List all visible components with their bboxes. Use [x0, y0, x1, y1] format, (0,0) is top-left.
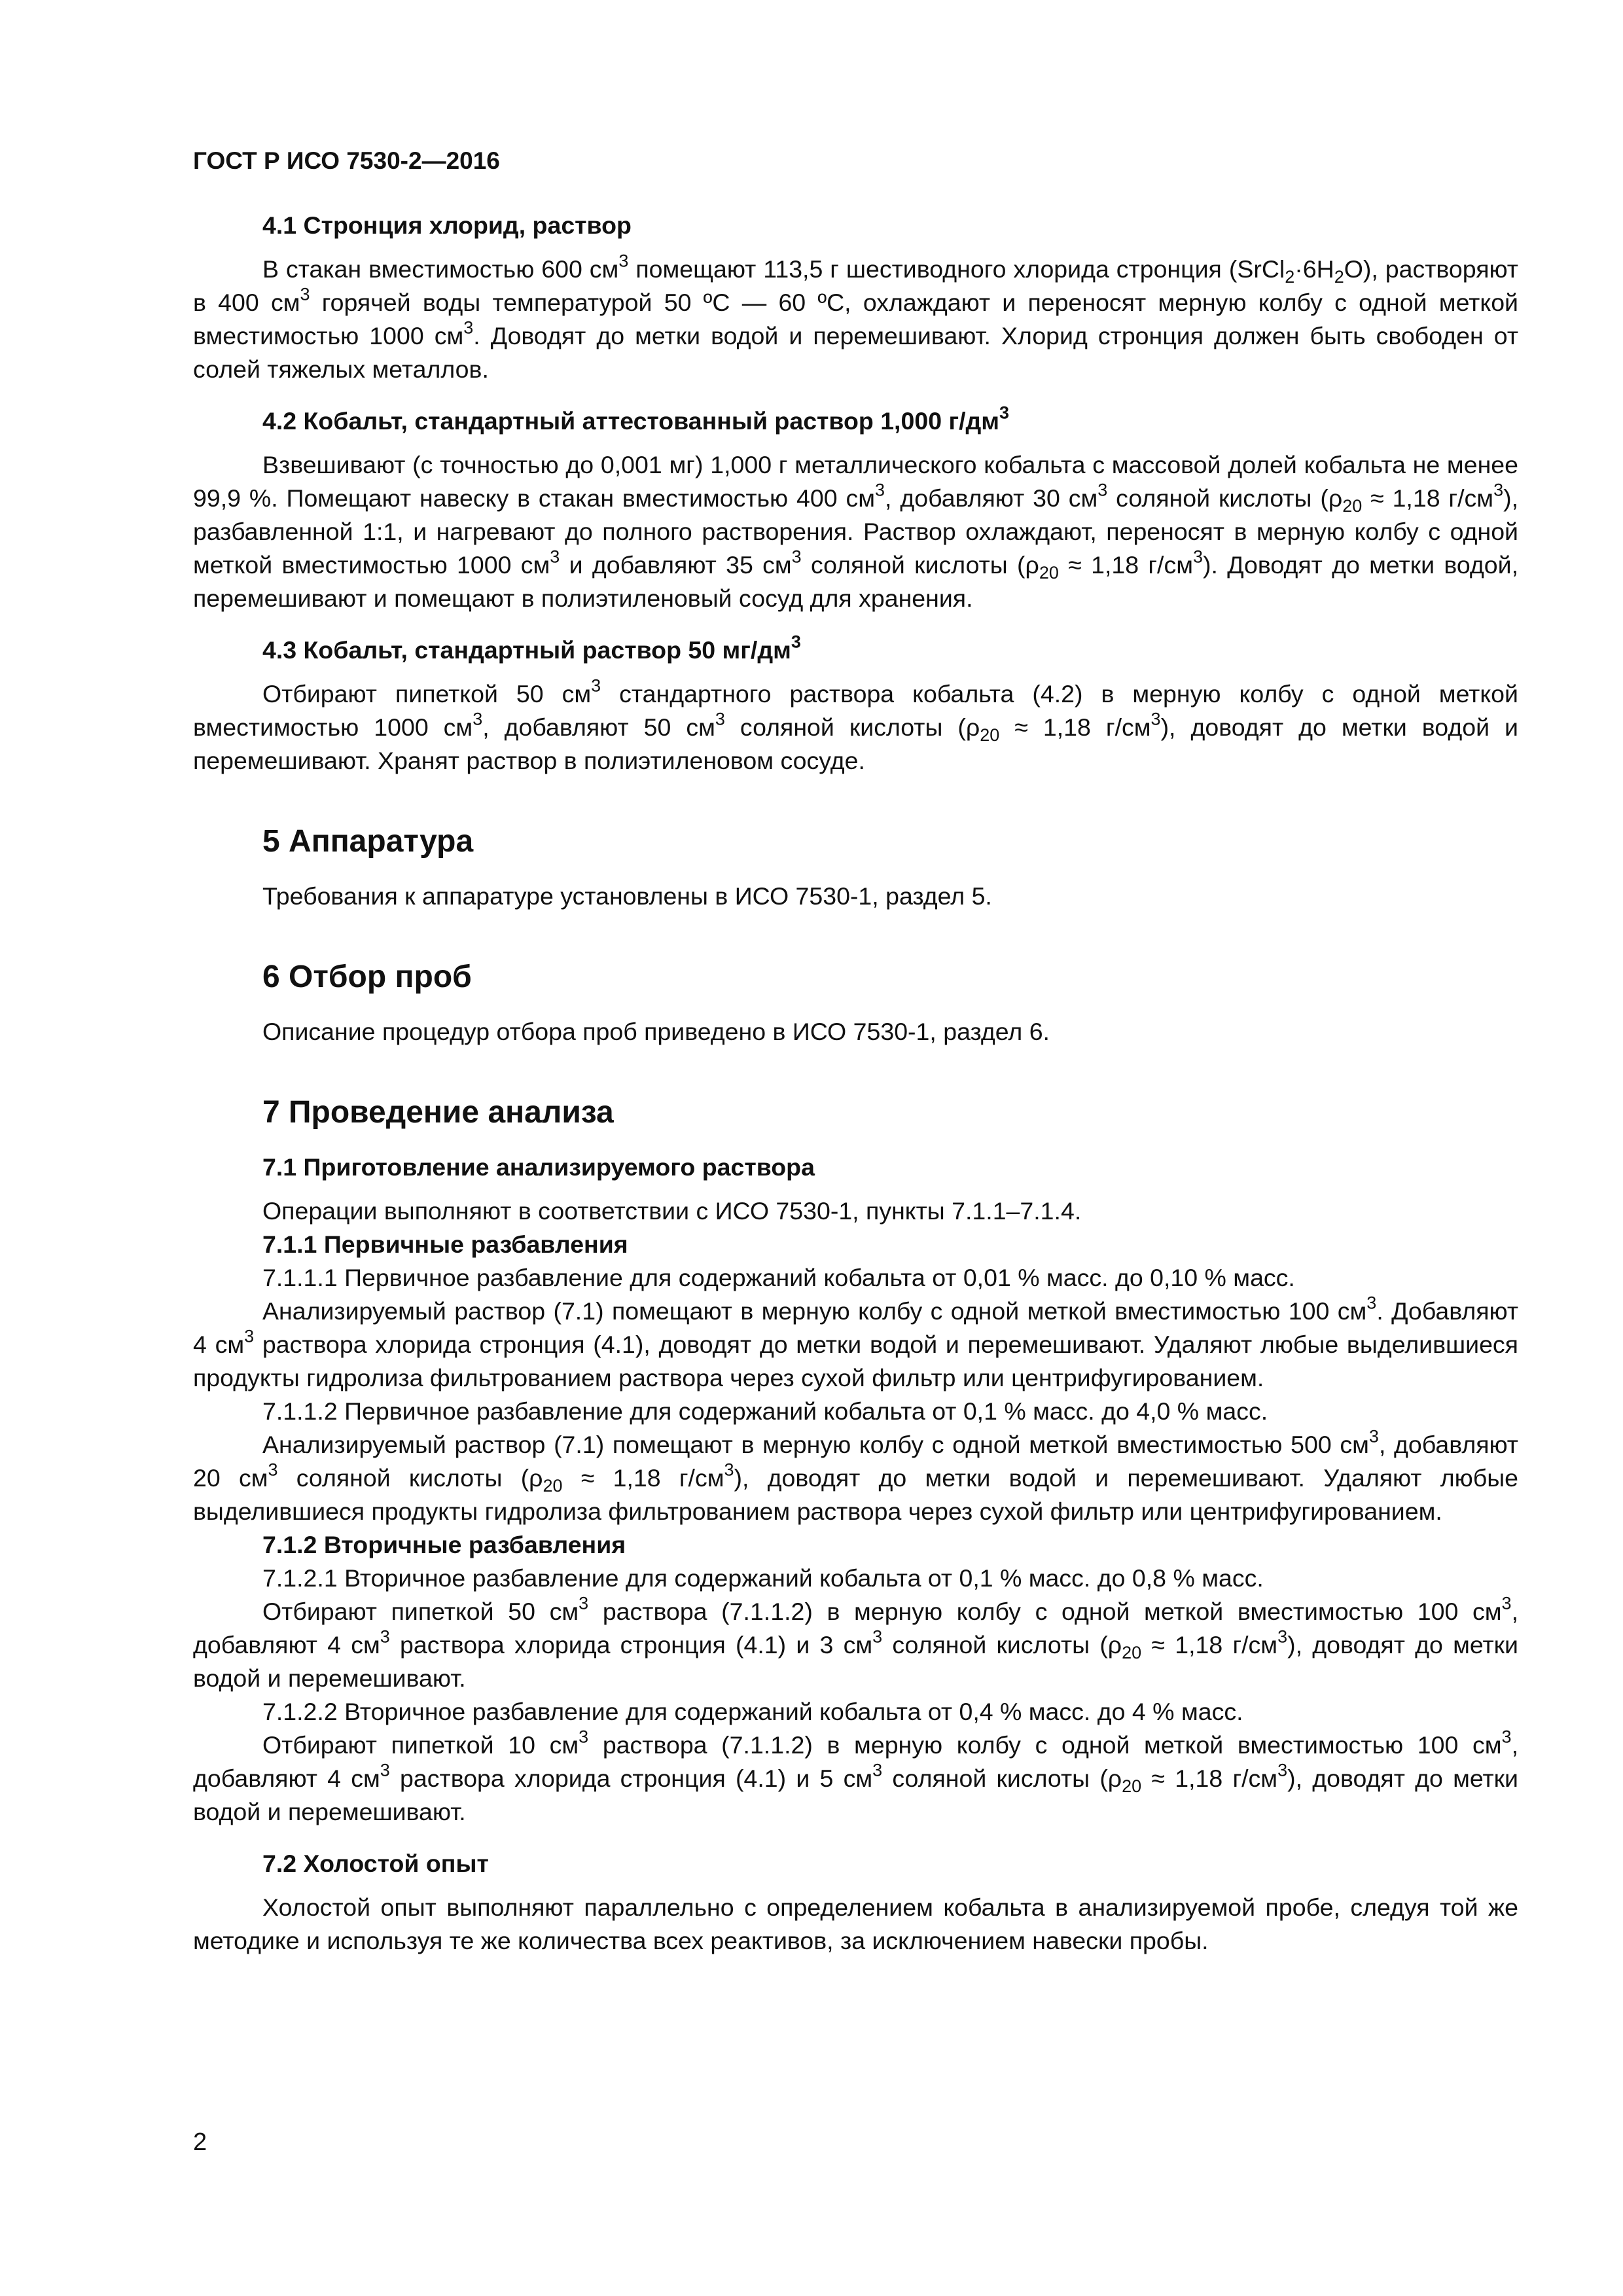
section-7-1-text: Операции выполняют в соответствии с ИСО 7530-1, пункты 7.1.1–7.1.4.	[262, 1197, 1082, 1225]
section-7-1-1-1-text: Анализируемый раствор (7.1) помещают в мерную колбу с одной меткой вместимостью 100 $см^3$. Добавляют 4 $см^3$ раствора хлорида стронция (4.1), доводят до метки водой и перемешивают. Удаляют любые выделившиеся продукты гидролиза фильтрованием раствора через сухой фильтр или центрифугированием.	[193, 1293, 1518, 1391]
section-7-title: 7 Проведение анализа	[262, 1095, 614, 1130]
section-5-text: Требования к аппаратуре установлены в ИСО 7530-1, раздел 5.	[262, 882, 992, 910]
section-4-2-title: 4.2 Кобальт, стандартный аттестованный раствор 1,000 $г/дм^3$	[262, 403, 1010, 435]
section-7-2-text: Холостой опыт выполняют параллельно с определением кобальта в анализируемой пробе, следуя той же методике и используя те же количества всех реактивов, за исключением навески пробы.	[193, 1893, 1518, 1954]
section-5-title: 5 Аппаратура	[262, 824, 474, 859]
standard-header: ГОСТ Р ИСО 7530-2—2016	[193, 147, 500, 174]
section-7-1-1-1-title: 7.1.1.1 Первичное разбавление для содержаний кобальта от 0,01 % масс. до 0,10 % масс.	[262, 1264, 1295, 1291]
section-7-1-2-1-title: 7.1.2.1 Вторичное разбавление для содержаний кобальта от 0,1 % масс. до 0,8 % масс.	[262, 1564, 1264, 1592]
section-7-1-title: 7.1 Приготовление анализируемого раствора	[262, 1153, 815, 1181]
section-7-1-2-1-text: Отбирают пипеткой 50 $см^3$ раствора (7.1.1.2) в мерную колбу с одной меткой вместимостью 100 $см^3$, добавляют 4 $см^3$ раствора хлорида стронция (4.1) и 3 $см^3$ соляной кислоты ($\rho_{20} \approx 1,18$ $г/см^3$), доводят до метки водой и перемешивают.	[193, 1593, 1518, 1692]
section-7-1-2-2-title: 7.1.2.2 Вторичное разбавление для содержаний кобальта от 0,4 % масс. до 4 % масс.	[262, 1698, 1243, 1725]
section-4-3-text: Отбирают пипеткой 50 $см^3$ стандартного раствора кобальта (4.2) в мерную колбу с одной меткой вместимостью 1000 $см^3$, добавляют 50 $см^3$ соляной кислоты ($\rho_{20} \approx 1,18$ $г/см^3$), доводят до метки водой и перемешивают. Хранят раствор в полиэтиленовом сосуде.	[193, 675, 1518, 774]
section-7-1-2-2-text: Отбирают пипеткой 10 $см^3$ раствора (7.1.1.2) в мерную колбу с одной меткой вместимостью 100 $см^3$, добавляют 4 $см^3$ раствора хлорида стронция (4.1) и 5 $см^3$ соляной кислоты ($\rho_{20} \approx 1,18$ $г/см^3$), доводят до метки водой и перемешивают.	[193, 1727, 1518, 1825]
document-page	[193, 144, 1518, 1958]
page-number: 2	[193, 2128, 207, 2156]
section-6-title: 6 Отбор проб	[262, 960, 472, 994]
section-4-3-title: 4.3 Кобальт, стандартный раствор 50 $мг/дм^3$	[262, 632, 801, 664]
section-4-2-text: Взвешивают (с точностью до 0,001 мг) 1,000 г металлического кобальта с массовой долей кобальта не менее 99,9 %. Помещают навеску в стакан вместимостью 400 $см^3$, добавляют 30 $см^3$ соляной кислоты ($\rho_{20} \approx 1,18$ $г/см^3$), разбавленной 1:1, и нагревают до полного растворения. Раствор охлаждают, переносят в мерную колбу с одной меткой вместимостью 1000 $см^3$ и добавляют 35 $см^3$ соляной кислоты ($\rho_{20} \approx 1,18$ $г/см^3$). Доводят до метки водой, перемешивают и помещают в полиэтиленовый сосуд для хранения.	[193, 451, 1519, 612]
section-7-1-2-title: 7.1.2 Вторичные разбавления	[262, 1531, 626, 1558]
section-7-1-1-2-text: Анализируемый раствор (7.1) помещают в мерную колбу с одной меткой вместимостью 500 $см^3$, добавляют 20 $см^3$ соляной кислоты ($\rho_{20} \approx 1,18$ $г/см^3$), доводят до метки водой и перемешивают. Удаляют любые выделившиеся продукты гидролиза фильтрованием раствора через сухой фильтр или центрифугированием.	[193, 1426, 1519, 1525]
section-7-1-1-title: 7.1.1 Первичные разбавления	[262, 1230, 628, 1258]
section-6-text: Описание процедур отбора проб приведено в ИСО 7530-1, раздел 6.	[262, 1018, 1050, 1045]
section-7-1-1-2-title: 7.1.1.2 Первичное разбавление для содержаний кобальта от 0,1 % масс. до 4,0 % масс.	[262, 1397, 1268, 1425]
section-4-1-text: В стакан вместимостью 600 $см^3$ помещают 113,5 г шестиводного хлорида стронция $(SrCl_2\cdot 6H_2O)$, растворяют в 400 $см^3$ горячей воды температурой 50 ºС — 60 ºС, охлаждают и переносят мерную колбу с одной меткой вместимостью 1000 $см^3$. Доводят до метки водой и перемешивают. Хлорид стронция должен быть свободен от солей тяжелых металлов.	[193, 251, 1518, 383]
section-4-1-title: 4.1 Стронция хлорид, раствор	[262, 211, 632, 239]
section-7-2-title: 7.2 Холостой опыт	[262, 1850, 489, 1877]
